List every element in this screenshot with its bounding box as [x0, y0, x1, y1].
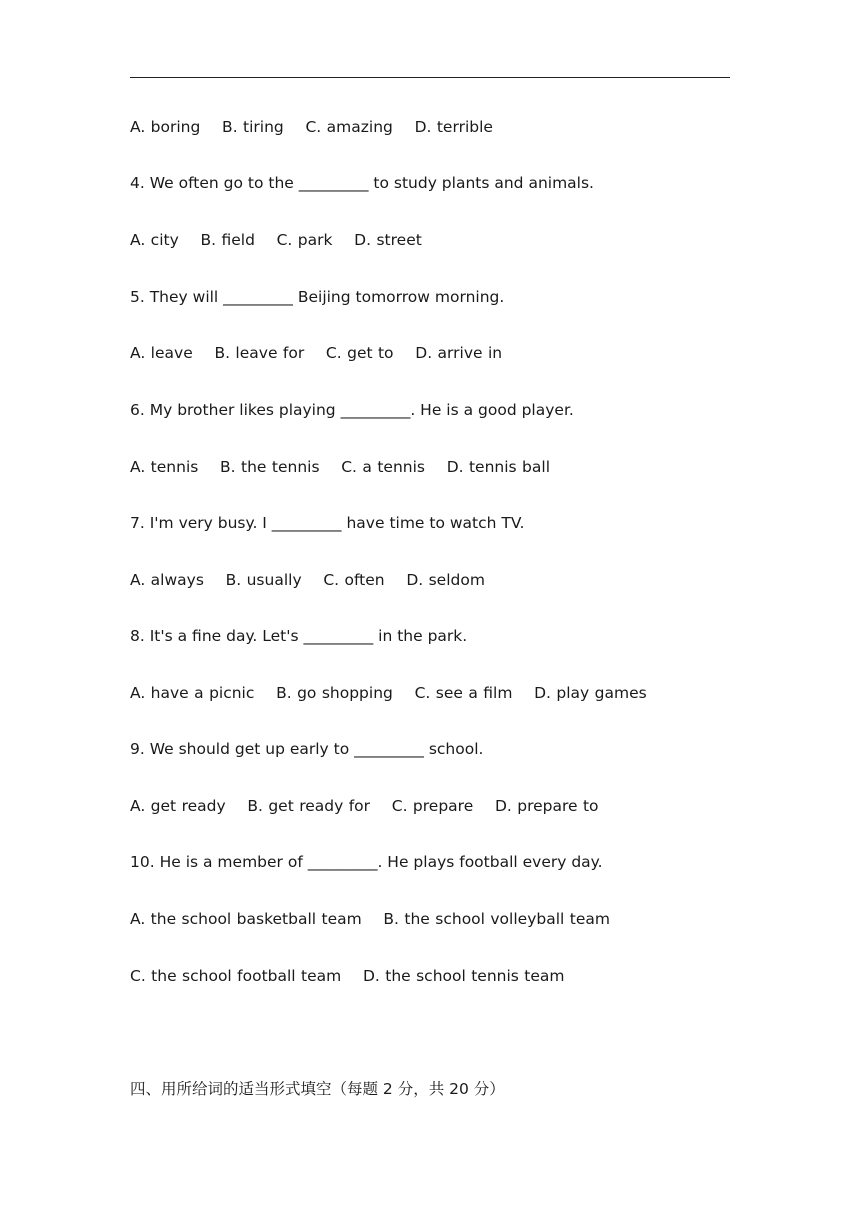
options-q10-line1: A. the school basketball team B. the school volleyball team [130, 910, 610, 928]
question-5: 5. They will _________ Beijing tomorrow morning. [130, 288, 505, 306]
question-7: 7. I'm very busy. I _________ have time to watch TV. [130, 514, 525, 532]
options-q6: A. tennis B. the tennis C. a tennis D. tennis ball [130, 458, 551, 476]
options-q3: A. boring B. tiring C. amazing D. terrible [130, 118, 493, 136]
header-rule [130, 77, 730, 78]
question-8: 8. It's a fine day. Let's _________ in the park. [130, 627, 468, 645]
options-q4: A. city B. field C. park D. street [130, 231, 422, 249]
options-q7: A. always B. usually C. often D. seldom [130, 571, 485, 589]
question-4: 4. We often go to the _________ to study plants and animals. [130, 174, 594, 192]
question-10: 10. He is a member of _________. He plays football every day. [130, 853, 603, 871]
section-heading: 四、用所给词的适当形式填空（每题 2 分，共 20 分） [130, 1080, 505, 1098]
options-q5: A. leave B. leave for C. get to D. arrive in [130, 344, 503, 362]
options-q9: A. get ready B. get ready for C. prepare D. prepare to [130, 797, 599, 815]
question-9: 9. We should get up early to _________ school. [130, 740, 484, 758]
options-q8: A. have a picnic B. go shopping C. see a film D. play games [130, 684, 647, 702]
options-q10-line2: C. the school football team D. the school tennis team [130, 967, 565, 985]
question-6: 6. My brother likes playing _________. He is a good player. [130, 401, 574, 419]
